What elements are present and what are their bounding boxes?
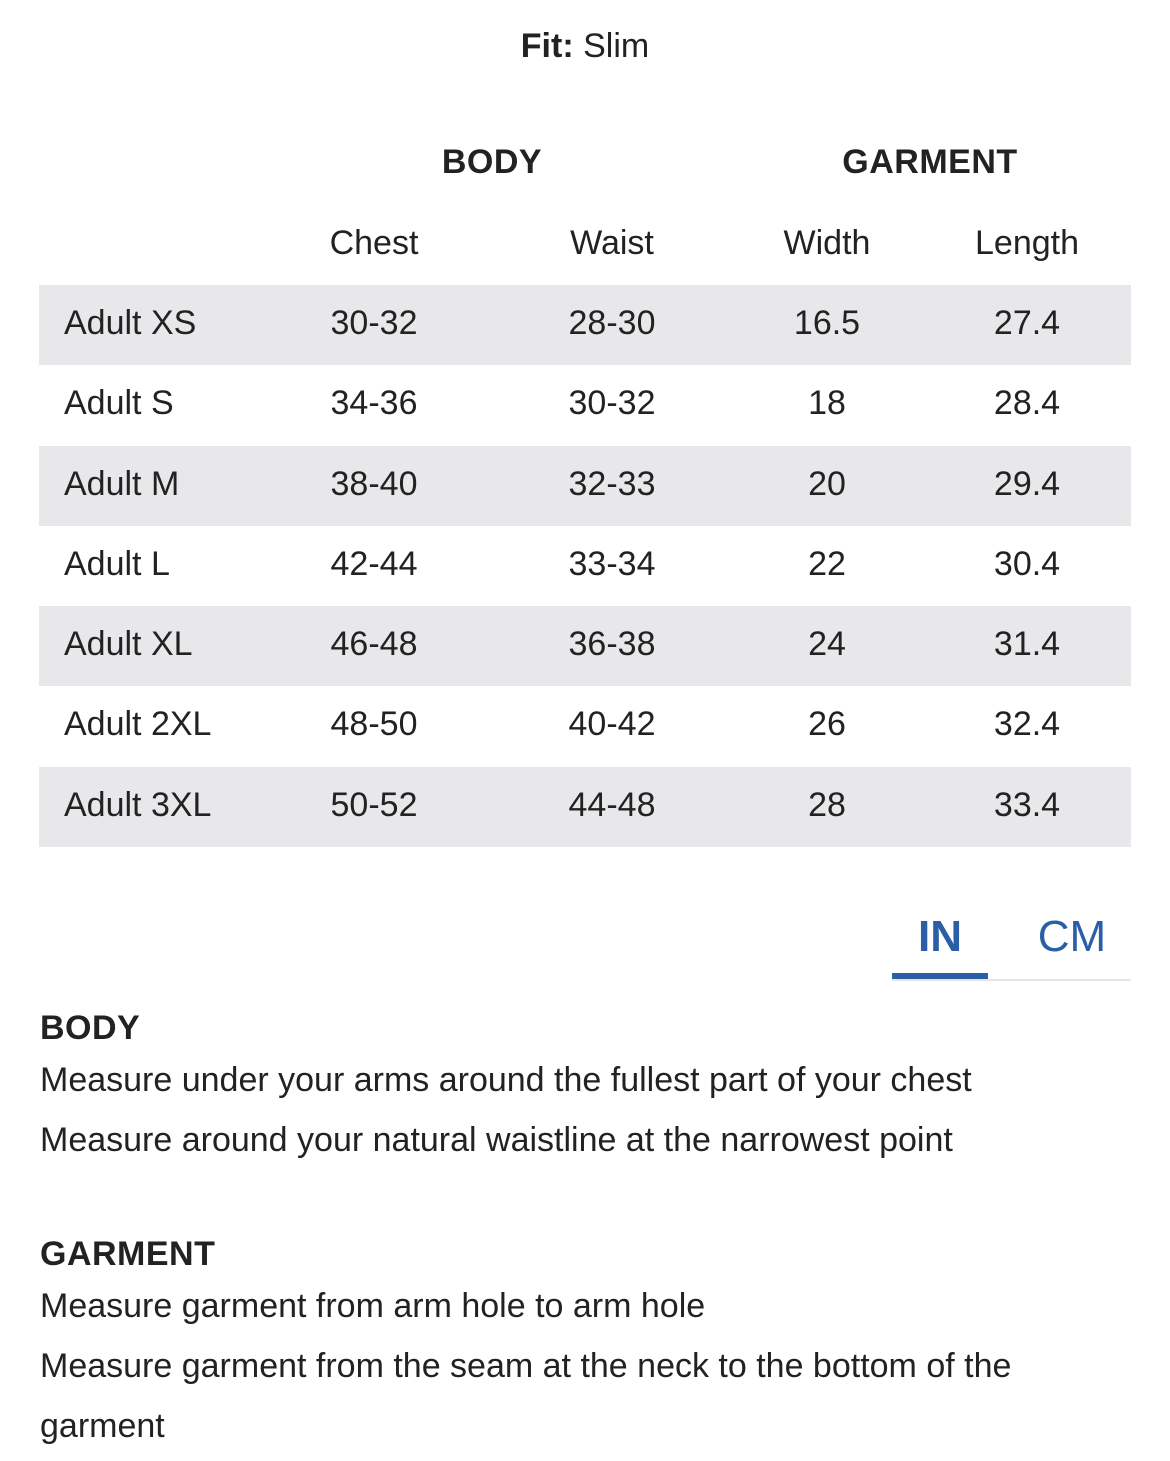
body-measure-guide bbox=[40, 1006, 1130, 1170]
waist-cell: 30-32 bbox=[568, 384, 656, 423]
body-group-heading: BODY bbox=[441, 143, 543, 181]
size-name-cell: Adult XS bbox=[64, 304, 197, 342]
length-cell: 29.4 bbox=[993, 464, 1061, 503]
chest-cell: 34-36 bbox=[330, 384, 418, 423]
size-name-cell: Adult XL bbox=[64, 625, 193, 664]
length-cell: 30.4 bbox=[993, 544, 1061, 583]
width-cell: 26 bbox=[808, 705, 846, 744]
width-cell: 24 bbox=[808, 625, 846, 664]
garment-guide-line-length: Measure garment from the seam at the neck to the bottom of the garment bbox=[40, 1347, 1012, 1445]
garment-guide-line-width: Measure garment from arm hole to arm hole bbox=[40, 1287, 706, 1325]
width-cell: 16.5 bbox=[793, 304, 861, 342]
table-row bbox=[39, 686, 1131, 766]
garment-guide-title: GARMENT bbox=[40, 1235, 216, 1273]
waist-cell: 44-48 bbox=[568, 785, 656, 824]
column-header-chest: Chest bbox=[329, 224, 419, 262]
unit-toggle bbox=[892, 905, 1131, 981]
length-cell: 33.4 bbox=[993, 785, 1061, 824]
body-guide-line-waist: Measure around your natural waistline at the narrowest point bbox=[40, 1121, 953, 1159]
waist-cell: 28-30 bbox=[568, 304, 656, 342]
body-guide-title: BODY bbox=[40, 1009, 141, 1047]
size-name-cell: Adult L bbox=[64, 544, 170, 583]
table-row bbox=[39, 285, 1131, 365]
chest-cell: 50-52 bbox=[330, 785, 418, 824]
fit-info bbox=[0, 24, 1170, 68]
table-row bbox=[39, 767, 1131, 847]
chest-cell: 38-40 bbox=[330, 464, 418, 503]
waist-cell: 33-34 bbox=[568, 544, 656, 583]
waist-cell: 40-42 bbox=[568, 705, 656, 744]
width-cell: 20 bbox=[808, 464, 846, 503]
column-header-waist: Waist bbox=[570, 224, 654, 262]
tab-inches[interactable]: IN bbox=[892, 905, 988, 975]
body-guide-line-chest: Measure under your arms around the fullest part of your chest bbox=[40, 1061, 972, 1099]
fit-label: Fit: bbox=[520, 27, 574, 65]
garment-group-heading: GARMENT bbox=[842, 143, 1018, 181]
size-name-cell: Adult M bbox=[64, 464, 180, 503]
table-row bbox=[39, 526, 1131, 606]
size-name-cell: Adult 3XL bbox=[64, 785, 212, 824]
tab-divider bbox=[892, 979, 1131, 981]
chest-cell: 48-50 bbox=[330, 705, 418, 744]
column-header-length: Length bbox=[975, 224, 1079, 262]
column-header-width: Width bbox=[783, 224, 871, 262]
tab-centimeters[interactable]: CM bbox=[1037, 912, 1107, 961]
table-row bbox=[39, 365, 1131, 445]
width-cell: 18 bbox=[808, 384, 846, 423]
length-cell: 28.4 bbox=[993, 384, 1061, 423]
chest-cell: 42-44 bbox=[330, 544, 418, 583]
fit-value: Slim bbox=[583, 27, 650, 65]
length-cell: 27.4 bbox=[993, 304, 1061, 342]
width-cell: 22 bbox=[808, 544, 846, 583]
table-row bbox=[39, 606, 1131, 686]
waist-cell: 32-33 bbox=[568, 464, 656, 503]
size-name-cell: Adult S bbox=[64, 384, 174, 423]
chest-cell: 30-32 bbox=[330, 304, 418, 342]
waist-cell: 36-38 bbox=[568, 625, 656, 664]
size-name-cell: Adult 2XL bbox=[64, 705, 212, 744]
table-row bbox=[39, 446, 1131, 526]
width-cell: 28 bbox=[808, 785, 846, 824]
size-table bbox=[39, 285, 1131, 847]
garment-measure-guide bbox=[40, 1232, 1130, 1456]
length-cell: 31.4 bbox=[993, 625, 1061, 664]
length-cell: 32.4 bbox=[993, 705, 1061, 744]
chest-cell: 46-48 bbox=[330, 625, 418, 664]
